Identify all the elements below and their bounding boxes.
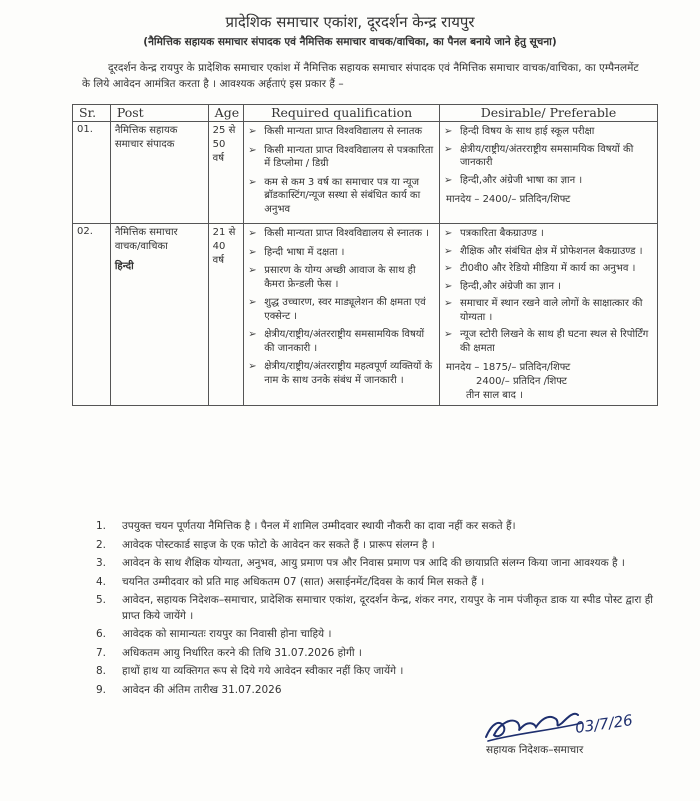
desirable-item-text: क्षेत्रीय/राष्ट्रीय/अंतरराष्ट्रीय समसामयिक विषयों की जानकारी: [459, 143, 634, 168]
list-item: [444, 143, 653, 170]
list-item: [248, 176, 435, 217]
list-item: [444, 328, 653, 355]
arrow-bullet-icon: ➢: [443, 126, 453, 137]
note-number: 1.: [96, 520, 107, 532]
note-item: [96, 575, 656, 591]
arrow-bullet-icon: ➢: [248, 329, 257, 340]
header-required: Required qualification: [244, 105, 440, 122]
note-text: आवेदन के साथ शैक्षिक योग्यता, अनुभव, आयु प्रमाण पत्र और निवास प्रमाण पत्र आदि की छायाप्रति संलग्न किया जाना आवश्यक है ।: [122, 557, 625, 569]
note-text: आवेदक को सामान्यतः रायपुर का निवासी होना चाहिये ।: [122, 628, 332, 640]
header-age: Age: [208, 105, 244, 122]
cell-sr: 01.: [73, 122, 111, 224]
cell-post: [110, 122, 208, 224]
required-item-text: प्रसारण के योग्य अच्छी आवाज के साथ ही कैमरा फ्रेन्डली फेस ।: [264, 265, 416, 290]
qualification-table: [72, 104, 658, 406]
required-item-text: किसी मान्यता प्राप्त विश्वविद्यालय से पत्रकारिता में डिप्लोमा / डिग्री: [264, 144, 434, 169]
cell-desirable: [439, 122, 657, 224]
note-text: आवेदक पोस्टकार्ड साइज के एक फोटो के आवेदन कर सकते हैं । प्रारूप संलग्न है ।: [122, 538, 435, 551]
list-item: [444, 280, 653, 294]
table-header-row: [73, 105, 658, 122]
note-item: [96, 646, 656, 662]
note-item: [96, 664, 656, 680]
list-item: [248, 227, 435, 241]
arrow-bullet-icon: ➢: [443, 245, 453, 257]
note-item: [96, 627, 656, 643]
intro-paragraph: दूरदर्शन केन्द्र रायपुर के प्रादेशिक समाचार एकांश में नैमित्तिक सहायक समाचार संपादक एवं नैमित्तिक समाचार वाचक/वाचिका, का एम्पैनलमेंट के लिये आवेदन आमंत्रित करता है । आवश्यक अर्हताएं इस प्रकार हैं –: [82, 62, 639, 90]
note-item: [96, 519, 656, 535]
arrow-bullet-icon: ➢: [248, 176, 257, 188]
arrow-bullet-icon: ➢: [443, 143, 453, 155]
list-item: [444, 125, 653, 139]
note-text: हाथों हाथ या व्यक्तिगत रूप से दिये गये आवेदन स्वीकार नहीं किए जायेंगे ।: [122, 665, 404, 677]
note-number: 4.: [96, 575, 107, 588]
note-text: आवेदन की अंतिम तारीख 31.07.2026: [122, 683, 282, 696]
required-item-text: शुद्ध उच्चारण, स्वर माड्यूलेशन की क्षमता एवं एक्सेन्ट ।: [264, 297, 426, 322]
required-item-text: क्षेत्रीय/राष्ट्रीय/अंतरराष्ट्रीय महत्वपूर्ण व्यक्तियों के नाम के साथ उनके संबंध में जानकारी ।: [264, 361, 433, 386]
honorarium-line: तीन साल बाद ।: [465, 390, 523, 401]
note-text: आवेदन, सहायक निदेशक–समाचार, प्रादेशिक समाचार एकांश, दूरदर्शन केन्द्र, शंकर नगर, रायपुर के नाम पंजीकृत डाक या स्पीड पोस्ट द्वारा ही प्राप्त किये जायेंगे ।: [122, 594, 654, 622]
list-item: [248, 125, 435, 139]
note-item: [96, 556, 656, 572]
post-language: हिन्दी: [114, 261, 134, 272]
signature-date: 03/7/26: [574, 711, 634, 737]
age-line: 40: [212, 241, 226, 252]
note-text: चयनित उम्मीदवार को प्रति माह अधिकतम 07 (सात) असाईनमेंट/दिवस के कार्य मिल सकते हैं ।: [122, 575, 485, 588]
list-item: [248, 328, 435, 355]
post-name: नैमित्तिक समाचार वाचक/वाचिका: [114, 227, 178, 252]
arrow-bullet-icon: ➢: [248, 265, 257, 276]
note-text: उपयुक्त चयन पूर्णतया नैमित्तिक है । पैनल में शामिल उम्मीदवार स्थायी नौकरी का दावा नहीं कर सकते हैं।: [122, 520, 516, 532]
list-item: [444, 227, 653, 241]
arrow-bullet-icon: ➢: [248, 228, 257, 239]
cell-sr: 02.: [73, 224, 111, 406]
table-row: [73, 224, 658, 406]
arrow-bullet-icon: ➢: [248, 297, 257, 308]
page-title: प्रादेशिक समाचार एकांश, दूरदर्शन केन्द्र रायपुर: [225, 13, 475, 31]
honorarium-line: मानदेय – 2400/– प्रतिदिन/शिफ्ट: [445, 194, 571, 205]
signatory-designation: सहायक निदेशक–समाचार: [486, 744, 584, 756]
list-item: [248, 360, 435, 387]
note-item: [96, 593, 656, 624]
cell-age: [208, 224, 244, 406]
post-name: नैमित्तिक सहायक समाचार संपादक: [114, 125, 178, 150]
note-text: अधिकतम आयु निर्धारित करने की तिथि 31.07.2026 होगी ।: [122, 646, 362, 659]
arrow-bullet-icon: ➢: [443, 228, 453, 239]
desirable-item-text: हिन्दी,और अंग्रेजी भाषा का ज्ञान ।: [459, 174, 583, 186]
desirable-item-text: न्यूज स्टोरी लिखने के साथ ही घटना स्थल से रिपोर्टिंग की क्षमता: [459, 329, 649, 354]
list-item: [248, 296, 435, 323]
note-number: 6.: [96, 628, 107, 640]
note-number: 7.: [96, 646, 107, 659]
required-item-text: किसी मान्यता प्राप्त विश्वविद्यालय से स्नातक: [264, 126, 423, 137]
desirable-item-text: पत्रकारिता बैकग्राउण्ड ।: [459, 228, 544, 239]
honorarium-line: मानदेय – 1875/– प्रतिदिन/शिफ्ट: [445, 362, 571, 373]
desirable-item-text: हिन्दी,और अंग्रेजी का ज्ञान ।: [459, 280, 561, 292]
age-line: वर्ष: [212, 153, 225, 164]
list-item: [444, 262, 653, 276]
list-item: [248, 264, 435, 291]
age-line: 21 से: [212, 227, 236, 238]
list-item: [444, 174, 653, 188]
header-desirable: Desirable/ Preferable: [439, 105, 657, 122]
honorarium-line: 2400/– प्रतिदिन /शिफ्ट: [475, 376, 567, 387]
page-subtitle: (नैमित्तिक सहायक समाचार संपादक एवं नैमित्तिक समाचार वाचक/वाचिका, का पैनल बनाये जाने हेतु सूचना): [143, 36, 557, 48]
cell-post: [110, 224, 208, 406]
age-line: 25 से: [212, 125, 236, 136]
arrow-bullet-icon: ➢: [248, 144, 257, 156]
arrow-bullet-icon: ➢: [443, 174, 453, 186]
arrow-bullet-icon: ➢: [443, 263, 453, 274]
age-line: वर्ष: [212, 255, 225, 266]
arrow-bullet-icon: ➢: [248, 246, 257, 258]
desirable-item-text: टी0वी0 और रेडियो मीडिया में कार्य का अनुभव ।: [459, 263, 636, 274]
arrow-bullet-icon: ➢: [443, 298, 453, 309]
notes-list: [96, 519, 656, 701]
list-item: [248, 144, 435, 171]
list-item: [248, 246, 435, 260]
required-item-text: हिन्दी भाषा में दक्षता ।: [264, 246, 345, 258]
list-item: [444, 297, 653, 324]
age-line: 50: [212, 139, 226, 150]
note-number: 5.: [96, 594, 107, 606]
arrow-bullet-icon: ➢: [248, 361, 257, 372]
note-number: 8.: [96, 665, 107, 677]
arrow-bullet-icon: ➢: [248, 126, 257, 137]
note-item: [96, 538, 656, 554]
arrow-bullet-icon: ➢: [443, 280, 453, 292]
desirable-item-text: शैक्षिक और संबंधित क्षेत्र में प्रोफेशनल बैकग्राउण्ड ।: [459, 245, 643, 257]
cell-required: [244, 224, 440, 406]
desirable-item-text: समाचार में स्थान रखने वाले लोगों के साक्षात्कार की योग्यता ।: [459, 298, 643, 323]
cell-age: [208, 122, 244, 224]
required-item-text: कम से कम 3 वर्ष का समाचार पत्र या न्यूज ब्रॉडकास्टिंग/न्यूज सस्था से संबंधित कार्य का अनुभव: [264, 176, 421, 215]
desirable-item-text: हिन्दी विषय के साथ हाई स्कूल परीक्षा: [459, 126, 595, 137]
header-post: Post: [110, 105, 208, 122]
note-number: 9.: [96, 683, 107, 696]
list-item: [444, 245, 653, 259]
table-row: [73, 122, 658, 224]
cell-required: [244, 122, 440, 224]
header-sr: Sr.: [73, 105, 111, 122]
note-number: 2.: [96, 538, 107, 551]
note-number: 3.: [96, 557, 107, 569]
required-item-text: किसी मान्यता प्राप्त विश्वविद्यालय से स्नातक ।: [264, 228, 430, 239]
required-item-text: क्षेत्रीय/राष्ट्रीय/अंतरराष्ट्रीय समसामयिक विषयों की जानकारी ।: [264, 329, 425, 354]
cell-desirable: [439, 224, 657, 406]
arrow-bullet-icon: ➢: [443, 329, 453, 340]
